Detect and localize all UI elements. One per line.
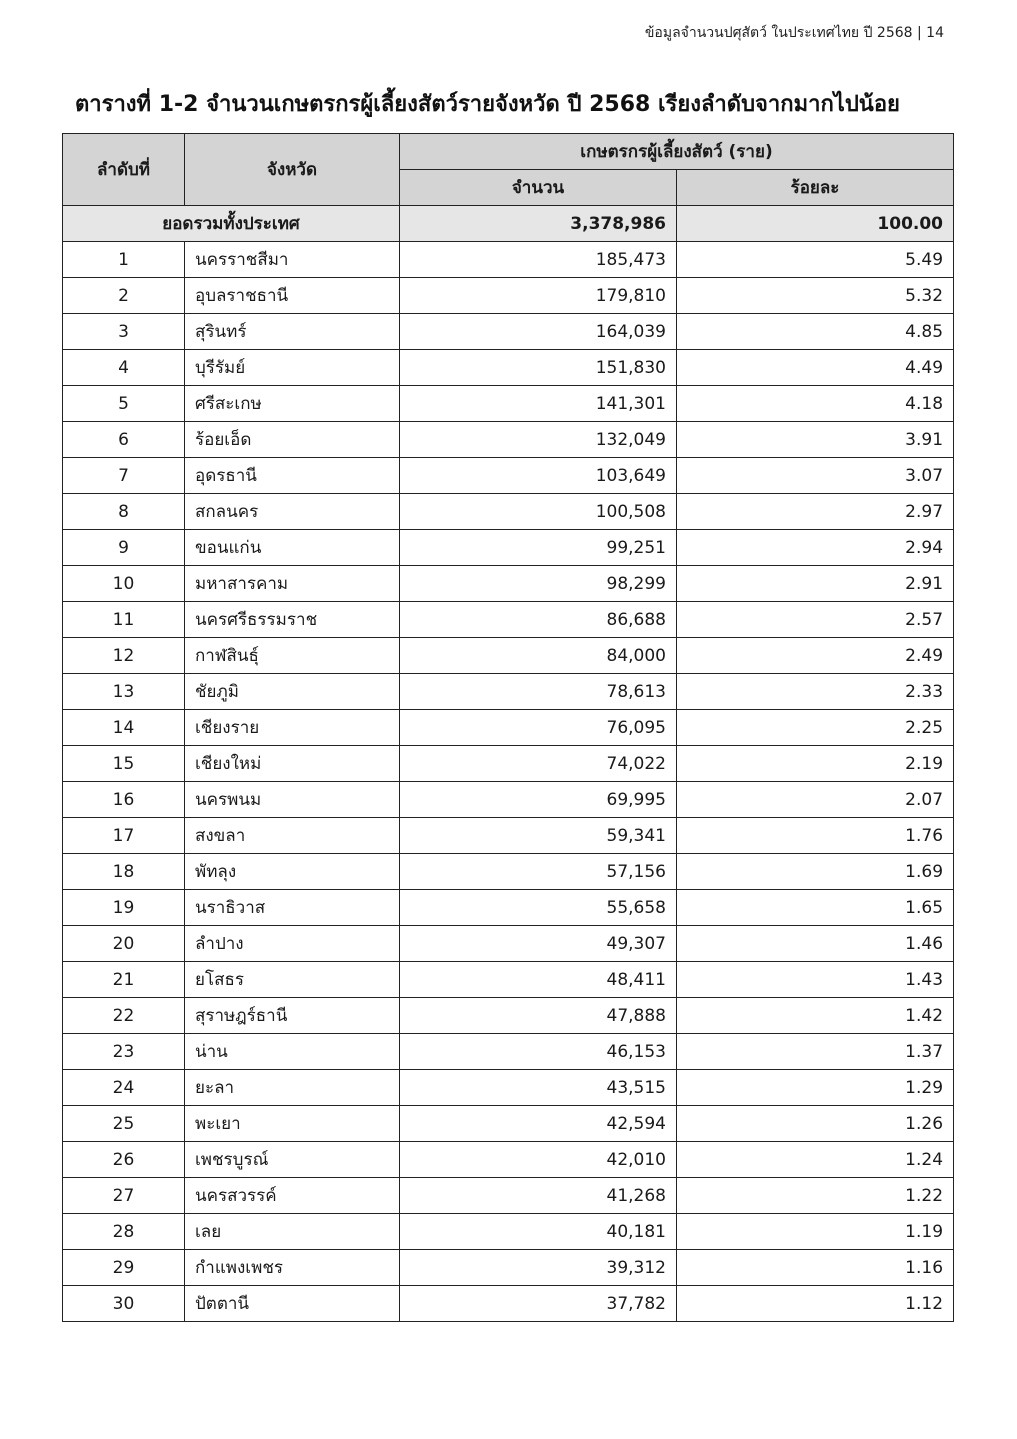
count-cell: 84,000 [400, 638, 677, 674]
table-row [63, 314, 954, 350]
rank-cell: 6 [63, 422, 185, 458]
percent-cell: 3.91 [677, 422, 954, 458]
province-cell: น่าน [185, 1034, 400, 1070]
table-row [63, 1106, 954, 1142]
count-cell: 103,649 [400, 458, 677, 494]
percent-cell: 5.49 [677, 242, 954, 278]
rank-cell: 8 [63, 494, 185, 530]
rank-cell: 23 [63, 1034, 185, 1070]
province-cell: ลำปาง [185, 926, 400, 962]
percent-cell: 4.49 [677, 350, 954, 386]
province-cell: นครราชสีมา [185, 242, 400, 278]
header-rank: ลำดับที่ [63, 134, 185, 206]
province-cell: ชัยภูมิ [185, 674, 400, 710]
province-cell: เลย [185, 1214, 400, 1250]
percent-cell: 2.25 [677, 710, 954, 746]
percent-cell: 2.94 [677, 530, 954, 566]
percent-cell: 2.49 [677, 638, 954, 674]
percent-cell: 1.65 [677, 890, 954, 926]
count-cell: 42,594 [400, 1106, 677, 1142]
total-label: ยอดรวมทั้งประเทศ [63, 206, 400, 242]
table-row [63, 1034, 954, 1070]
province-cell: อุบลราชธานี [185, 278, 400, 314]
province-cell: ร้อยเอ็ด [185, 422, 400, 458]
province-cell: นราธิวาส [185, 890, 400, 926]
rank-cell: 15 [63, 746, 185, 782]
percent-cell: 1.42 [677, 998, 954, 1034]
farmers-by-province-table [62, 133, 954, 1322]
province-cell: นครพนม [185, 782, 400, 818]
rank-cell: 13 [63, 674, 185, 710]
header-province: จังหวัด [185, 134, 400, 206]
percent-cell: 3.07 [677, 458, 954, 494]
table-row [63, 350, 954, 386]
count-cell: 100,508 [400, 494, 677, 530]
table-row [63, 602, 954, 638]
percent-cell: 1.43 [677, 962, 954, 998]
count-cell: 40,181 [400, 1214, 677, 1250]
province-cell: พัทลุง [185, 854, 400, 890]
table-row [63, 1070, 954, 1106]
province-cell: ปัตตานี [185, 1286, 400, 1322]
province-cell: นครสวรรค์ [185, 1178, 400, 1214]
province-cell: กำแพงเพชร [185, 1250, 400, 1286]
count-cell: 37,782 [400, 1286, 677, 1322]
running-header: ข้อมูลจำนวนปศุสัตว์ ในประเทศไทย ปี 2568 | 14 [644, 25, 944, 41]
table-row [63, 494, 954, 530]
header-row-1 [63, 134, 954, 170]
total-percent: 100.00 [677, 206, 954, 242]
table-row [63, 854, 954, 890]
table-row [63, 530, 954, 566]
table-row [63, 1214, 954, 1250]
count-cell: 39,312 [400, 1250, 677, 1286]
rank-cell: 7 [63, 458, 185, 494]
table-row [63, 422, 954, 458]
rank-cell: 16 [63, 782, 185, 818]
count-cell: 55,658 [400, 890, 677, 926]
table-row [63, 638, 954, 674]
percent-cell: 2.33 [677, 674, 954, 710]
table-row [63, 458, 954, 494]
percent-cell: 2.19 [677, 746, 954, 782]
table-row [63, 998, 954, 1034]
count-cell: 47,888 [400, 998, 677, 1034]
rank-cell: 30 [63, 1286, 185, 1322]
rank-cell: 5 [63, 386, 185, 422]
percent-cell: 5.32 [677, 278, 954, 314]
table-row [63, 674, 954, 710]
rank-cell: 25 [63, 1106, 185, 1142]
percent-cell: 1.46 [677, 926, 954, 962]
rank-cell: 10 [63, 566, 185, 602]
header-percent: ร้อยละ [677, 170, 954, 206]
percent-cell: 2.91 [677, 566, 954, 602]
page-title: ตารางที่ 1-2 จำนวนเกษตรกรผู้เลี้ยงสัตว์รายจังหวัด ปี 2568 เรียงลำดับจากมากไปน้อย [75, 92, 900, 117]
percent-cell: 1.16 [677, 1250, 954, 1286]
count-cell: 43,515 [400, 1070, 677, 1106]
percent-cell: 2.57 [677, 602, 954, 638]
count-cell: 69,995 [400, 782, 677, 818]
rank-cell: 26 [63, 1142, 185, 1178]
table-row [63, 566, 954, 602]
percent-cell: 1.76 [677, 818, 954, 854]
province-cell: กาฬสินธุ์ [185, 638, 400, 674]
percent-cell: 1.69 [677, 854, 954, 890]
percent-cell: 2.07 [677, 782, 954, 818]
count-cell: 59,341 [400, 818, 677, 854]
province-cell: ยโสธร [185, 962, 400, 998]
table-row [63, 278, 954, 314]
table-row [63, 1250, 954, 1286]
count-cell: 185,473 [400, 242, 677, 278]
count-cell: 141,301 [400, 386, 677, 422]
province-cell: บุรีรัมย์ [185, 350, 400, 386]
count-cell: 179,810 [400, 278, 677, 314]
count-cell: 74,022 [400, 746, 677, 782]
percent-cell: 4.18 [677, 386, 954, 422]
count-cell: 86,688 [400, 602, 677, 638]
rank-cell: 14 [63, 710, 185, 746]
province-cell: ศรีสะเกษ [185, 386, 400, 422]
table-row [63, 1178, 954, 1214]
rank-cell: 4 [63, 350, 185, 386]
header-farmers-group: เกษตรกรผู้เลี้ยงสัตว์ (ราย) [400, 134, 954, 170]
count-cell: 78,613 [400, 674, 677, 710]
percent-cell: 1.22 [677, 1178, 954, 1214]
rank-cell: 9 [63, 530, 185, 566]
rank-cell: 3 [63, 314, 185, 350]
table-row [63, 386, 954, 422]
percent-cell: 1.29 [677, 1070, 954, 1106]
count-cell: 41,268 [400, 1178, 677, 1214]
percent-cell: 1.19 [677, 1214, 954, 1250]
province-cell: อุดรธานี [185, 458, 400, 494]
province-cell: สงขลา [185, 818, 400, 854]
total-row [63, 206, 954, 242]
rank-cell: 1 [63, 242, 185, 278]
rank-cell: 24 [63, 1070, 185, 1106]
count-cell: 42,010 [400, 1142, 677, 1178]
count-cell: 49,307 [400, 926, 677, 962]
count-cell: 76,095 [400, 710, 677, 746]
percent-cell: 1.26 [677, 1106, 954, 1142]
count-cell: 132,049 [400, 422, 677, 458]
province-cell: สุรินทร์ [185, 314, 400, 350]
percent-cell: 1.12 [677, 1286, 954, 1322]
province-cell: สกลนคร [185, 494, 400, 530]
count-cell: 98,299 [400, 566, 677, 602]
table-row [63, 242, 954, 278]
rank-cell: 17 [63, 818, 185, 854]
province-cell: นครศรีธรรมราช [185, 602, 400, 638]
province-cell: เชียงใหม่ [185, 746, 400, 782]
table-row [63, 962, 954, 998]
province-cell: สุราษฎร์ธานี [185, 998, 400, 1034]
rank-cell: 18 [63, 854, 185, 890]
count-cell: 46,153 [400, 1034, 677, 1070]
table-row [63, 926, 954, 962]
header-count: จำนวน [400, 170, 677, 206]
province-cell: เชียงราย [185, 710, 400, 746]
rank-cell: 29 [63, 1250, 185, 1286]
rank-cell: 19 [63, 890, 185, 926]
province-cell: มหาสารคาม [185, 566, 400, 602]
table-row [63, 746, 954, 782]
table-row [63, 818, 954, 854]
percent-cell: 2.97 [677, 494, 954, 530]
count-cell: 48,411 [400, 962, 677, 998]
rank-cell: 28 [63, 1214, 185, 1250]
rank-cell: 12 [63, 638, 185, 674]
province-cell: พะเยา [185, 1106, 400, 1142]
rank-cell: 21 [63, 962, 185, 998]
table-row [63, 890, 954, 926]
province-cell: ขอนแก่น [185, 530, 400, 566]
rank-cell: 11 [63, 602, 185, 638]
table-body [63, 206, 954, 1322]
province-cell: ยะลา [185, 1070, 400, 1106]
table-row [63, 710, 954, 746]
percent-cell: 4.85 [677, 314, 954, 350]
rank-cell: 27 [63, 1178, 185, 1214]
province-cell: เพชรบูรณ์ [185, 1142, 400, 1178]
rank-cell: 22 [63, 998, 185, 1034]
table-row [63, 782, 954, 818]
total-count: 3,378,986 [400, 206, 677, 242]
table-row [63, 1286, 954, 1322]
rank-cell: 2 [63, 278, 185, 314]
rank-cell: 20 [63, 926, 185, 962]
count-cell: 164,039 [400, 314, 677, 350]
percent-cell: 1.24 [677, 1142, 954, 1178]
count-cell: 99,251 [400, 530, 677, 566]
count-cell: 57,156 [400, 854, 677, 890]
percent-cell: 1.37 [677, 1034, 954, 1070]
table-row [63, 1142, 954, 1178]
count-cell: 151,830 [400, 350, 677, 386]
